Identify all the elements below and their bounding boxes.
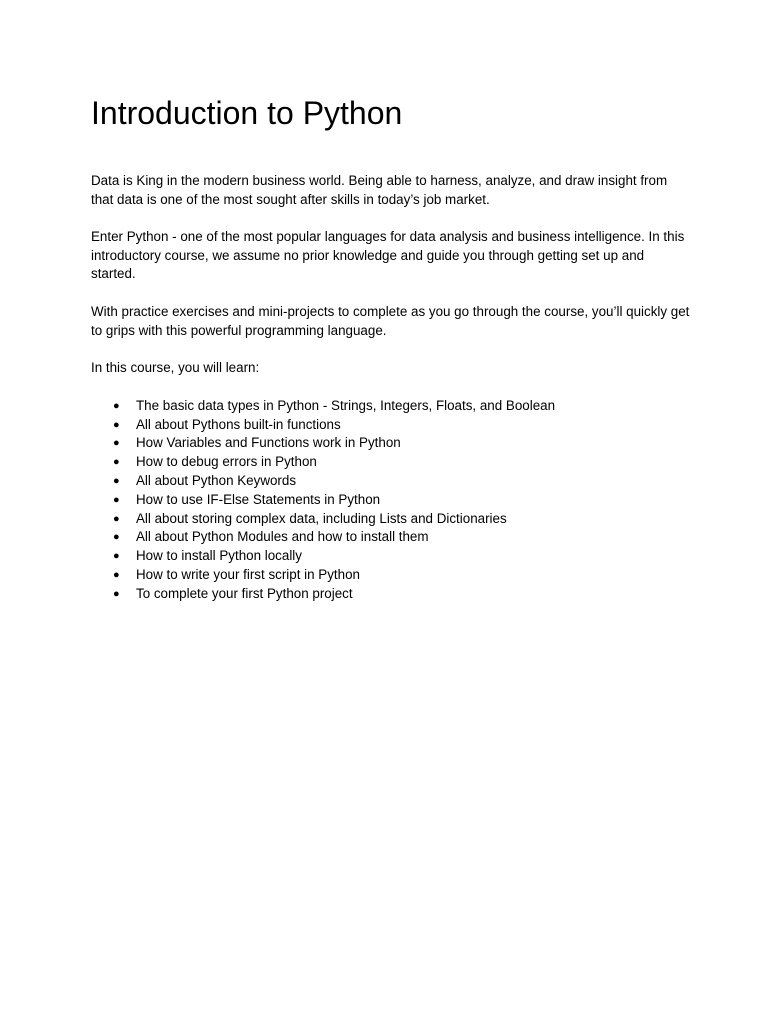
- bullet-icon: ●: [113, 587, 120, 600]
- bullet-icon: ●: [113, 437, 120, 450]
- list-item: [91, 510, 691, 529]
- list-item-text: All about Python Keywords: [136, 472, 297, 488]
- learning-list: [91, 397, 691, 604]
- list-item: [91, 416, 691, 435]
- list-item-text: The basic data types in Python - Strings, Integers, Floats, and Boolean: [136, 397, 556, 413]
- bullet-icon: ●: [113, 418, 120, 431]
- list-item: [91, 491, 691, 510]
- list-item: [91, 566, 691, 585]
- intro-paragraph: Data is King in the modern business world. Being able to harness, analyze, and draw insight from that data is one of the most sought after skills in today’s job market.: [91, 173, 668, 207]
- list-item: [91, 585, 691, 604]
- list-item-text: How to write your first script in Python: [136, 566, 360, 582]
- document-content: [91, 92, 691, 604]
- bullet-icon: ●: [113, 512, 120, 525]
- practice-paragraph: With practice exercises and mini-projects to complete as you go through the course, you’ll quickly get to grips with this powerful programming language.: [91, 303, 690, 338]
- bullet-icon: ●: [113, 474, 120, 487]
- bullet-icon: ●: [113, 531, 120, 544]
- python-paragraph: Enter Python - one of the most popular languages for data analysis and business intelligence. In this introductory course, we assume no prior knowledge and guide you through getting set up and started.: [91, 229, 685, 282]
- bullet-icon: ●: [113, 550, 120, 563]
- list-item: [91, 528, 691, 547]
- list-item-text: To complete your first Python project: [136, 585, 353, 601]
- bullet-icon: ●: [113, 399, 120, 412]
- list-item-text: All about Python Modules and how to install them: [136, 529, 429, 545]
- list-item: [91, 453, 691, 472]
- list-item-text: How to use IF-Else Statements in Python: [136, 491, 381, 507]
- list-item-text: All about Pythons built-in functions: [136, 416, 341, 432]
- list-item-text: How to debug errors in Python: [136, 454, 317, 470]
- document-title: Introduction to Python: [91, 95, 403, 131]
- list-item: [91, 434, 691, 453]
- list-item-text: How to install Python locally: [136, 548, 302, 564]
- learn-intro-paragraph: In this course, you will learn:: [91, 360, 260, 376]
- bullet-icon: ●: [113, 456, 120, 469]
- list-item-text: All about storing complex data, including Lists and Dictionaries: [136, 510, 507, 526]
- bullet-icon: ●: [113, 568, 120, 581]
- list-item-text: How Variables and Functions work in Python: [136, 435, 401, 451]
- list-item: [91, 472, 691, 491]
- bullet-icon: ●: [113, 493, 120, 506]
- list-item: [91, 397, 691, 416]
- list-item: [91, 547, 691, 566]
